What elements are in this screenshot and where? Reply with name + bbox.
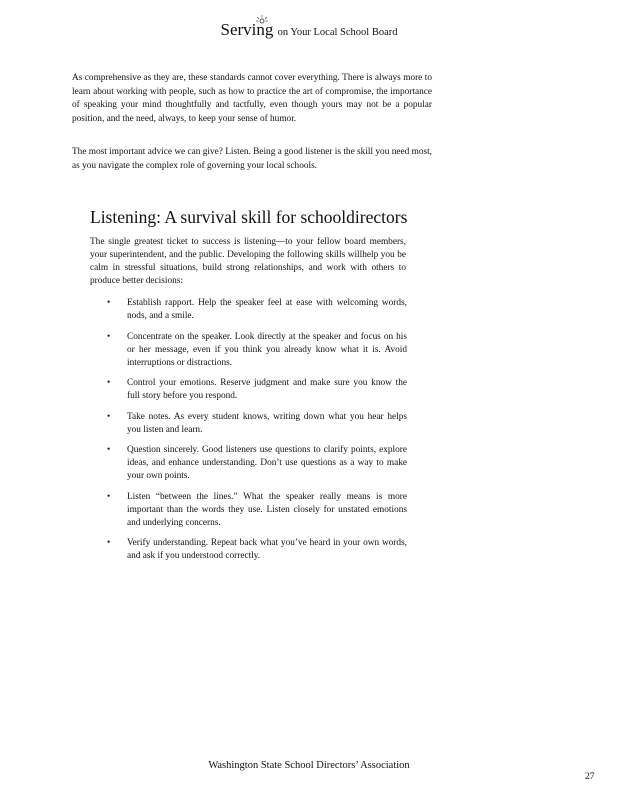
- bullet-dot-icon: •: [107, 538, 111, 548]
- running-header: [0, 20, 618, 40]
- footer-organization: Washington State School Directors’ Association: [208, 760, 410, 771]
- sun-ornament-icon: [256, 15, 268, 24]
- bullet-text: Question sincerely. Good listeners use questions to clarify points, explore ideas, and enhance understanding. Don’t use questions as a way to make your own points.: [127, 445, 407, 481]
- paragraph-standards: As comprehensive as they are, these standards cannot cover everything. There is always more to learn about working with people, such as how to practice the art of compromise, the importance of speaking your mind thoughtfully and tactfully, even though yours may not be a popular position, and the need, always, to keep your sense of humor.: [72, 73, 432, 124]
- bullet-item-concentrate: [107, 331, 407, 370]
- bullet-dot-icon: •: [107, 491, 111, 502]
- bullet-text: Verify understanding. Repeat back what you’ve heard in your own words, and ask if you understood correctly.: [127, 538, 407, 561]
- section-intro: The single greatest ticket to success is listening—to your fellow board members, your superintendent, and the public. Developing the following skills willhelp you be calm in stressful situations, build strong relationships, and work with others to produce better decisions:: [90, 237, 406, 286]
- bullet-text: Take notes. As every student knows, writing down what you hear helps you listen and learn.: [127, 411, 407, 435]
- bullet-dot-icon: •: [107, 378, 111, 388]
- page-number: 27: [585, 772, 595, 782]
- bullet-list: [107, 297, 407, 571]
- bullet-dot-icon: •: [107, 445, 111, 455]
- section-title: Listening: A survival skill for schooldirectors: [90, 207, 408, 227]
- paragraph-advice: The most important advice we can give? Listen. Being a good listener is the skill you need most, as you navigate the complex role of governing your local schools.: [72, 147, 432, 171]
- bullet-dot-icon: •: [107, 298, 111, 308]
- header-title-main: [220, 20, 277, 39]
- bullet-dot-icon: •: [107, 411, 111, 422]
- bullet-text: Concentrate on the speaker. Look directly at the speaker and focus on his or her message, even if you think you already know what it is. Avoid interruptions or distractions.: [127, 331, 407, 368]
- bullet-item-rapport: [107, 297, 407, 323]
- bullet-dot-icon: •: [107, 331, 111, 342]
- bullet-text: Establish rapport. Help the speaker feel at ease with welcoming words, nods, and a smile.: [127, 298, 407, 321]
- bullet-item-notes: [107, 411, 407, 437]
- bullet-text: Control your emotions. Reserve judgment and make sure you know the full story before you respond.: [127, 378, 407, 401]
- bullet-item-question: [107, 444, 407, 483]
- header-title-main-text: Serving: [220, 20, 274, 39]
- header-title-rest: on Your Local School Board: [277, 27, 398, 38]
- bullet-item-emotions: [107, 377, 407, 403]
- bullet-item-verify: [107, 537, 407, 563]
- bullet-item-listen: [107, 491, 407, 530]
- bullet-text: Listen “between the lines.” What the speaker really means is more important than the words they use. Listen closely for unstated emotions and underlying concerns.: [127, 491, 407, 528]
